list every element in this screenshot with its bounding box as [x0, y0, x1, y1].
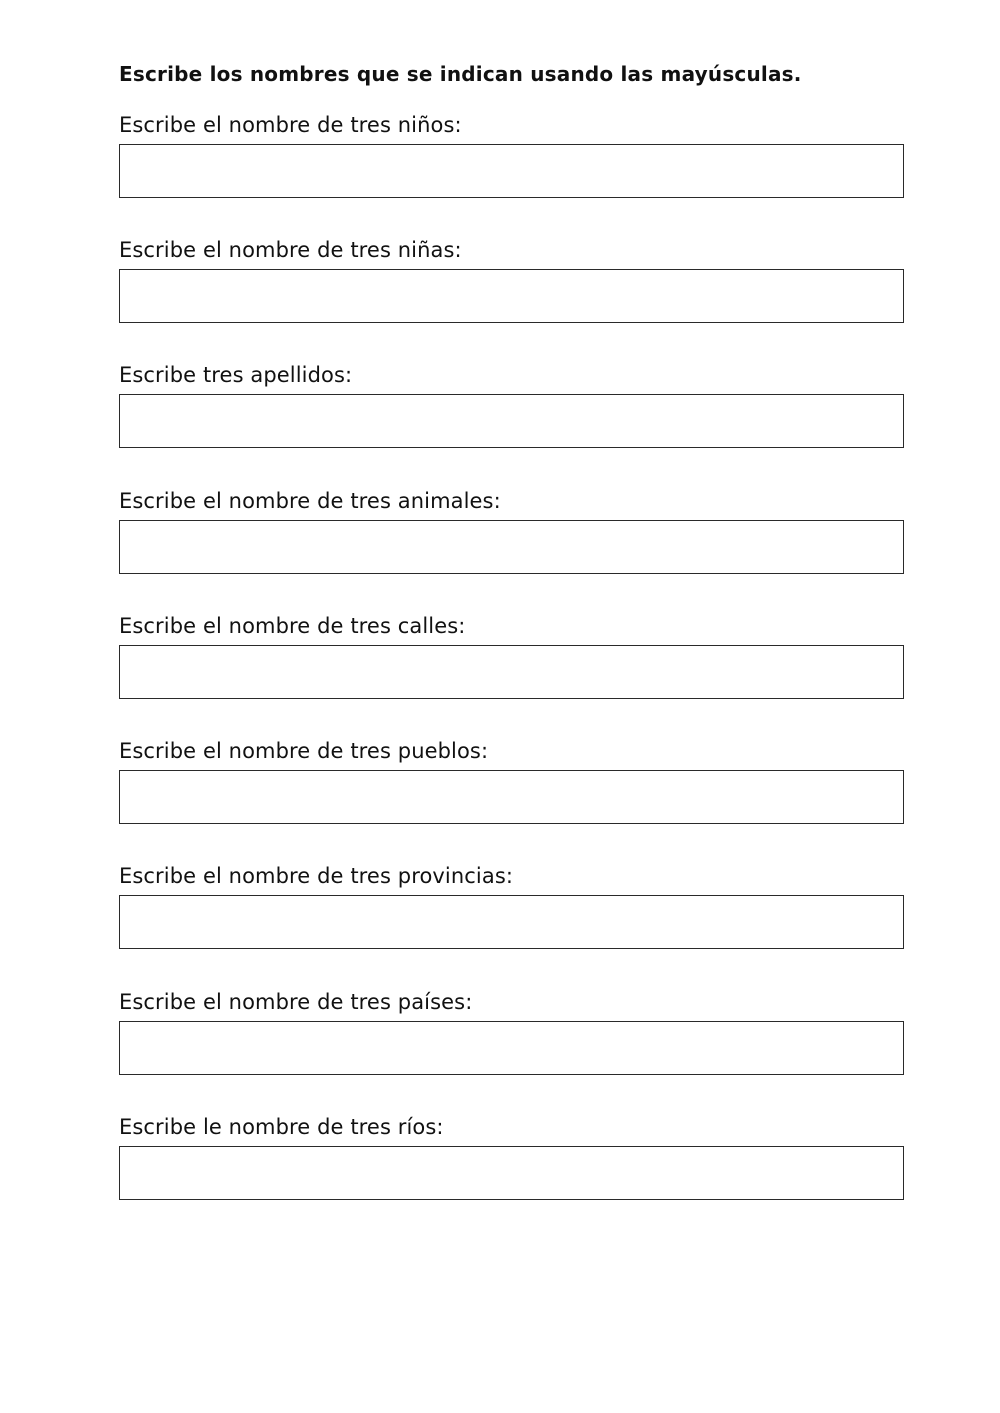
worksheet-title: Escribe los nombres que se indican usando las mayúsculas.	[119, 62, 802, 86]
answer-input-paises[interactable]	[119, 1021, 904, 1075]
question-label: Escribe el nombre de tres animales:	[119, 489, 501, 513]
answer-input-provincias[interactable]	[119, 895, 904, 949]
question-calles	[119, 611, 904, 699]
answer-input-calles[interactable]	[119, 645, 904, 699]
question-label: Escribe el nombre de tres calles:	[119, 614, 466, 638]
question-rios	[119, 1112, 904, 1200]
answer-input-pueblos[interactable]	[119, 770, 904, 824]
question-ninas	[119, 235, 904, 323]
question-apellidos	[119, 360, 904, 448]
question-label: Escribe el nombre de tres provincias:	[119, 864, 514, 888]
question-label: Escribe el nombre de tres niños:	[119, 113, 462, 137]
question-label: Escribe el nombre de tres pueblos:	[119, 739, 489, 763]
question-label: Escribe le nombre de tres ríos:	[119, 1115, 444, 1139]
question-label: Escribe tres apellidos:	[119, 363, 353, 387]
answer-input-apellidos[interactable]	[119, 394, 904, 448]
answer-input-rios[interactable]	[119, 1146, 904, 1200]
question-ninos	[119, 110, 904, 198]
question-label: Escribe el nombre de tres niñas:	[119, 238, 462, 262]
answer-input-ninos[interactable]	[119, 144, 904, 198]
question-label: Escribe el nombre de tres países:	[119, 990, 473, 1014]
answer-input-ninas[interactable]	[119, 269, 904, 323]
question-provincias	[119, 861, 904, 949]
question-animales	[119, 486, 904, 574]
question-pueblos	[119, 736, 904, 824]
answer-input-animales[interactable]	[119, 520, 904, 574]
question-paises	[119, 987, 904, 1075]
